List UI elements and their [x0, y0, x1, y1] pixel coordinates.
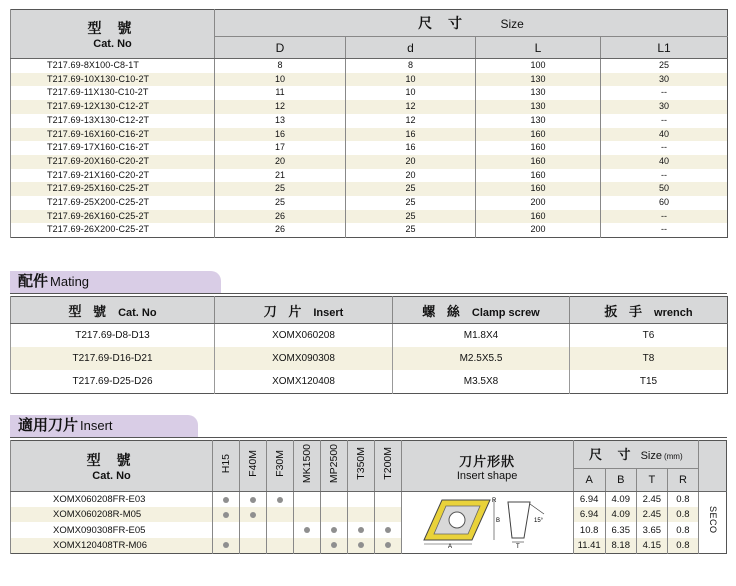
grade-cell	[293, 522, 320, 537]
grade-cell	[239, 522, 266, 537]
dim-cell: 6.94	[573, 507, 605, 522]
mating-cell: T217.69-D25-D26	[11, 370, 215, 394]
grade-label: H15	[220, 453, 233, 474]
grade-cell	[239, 538, 266, 554]
size-cell: 16	[346, 128, 476, 142]
grade-header	[293, 441, 320, 492]
mating-col-header-en: wrench	[654, 306, 693, 319]
mating-col-header-cn: 螺 絲	[422, 303, 464, 319]
grade-cell	[374, 507, 401, 522]
grade-available-dot	[331, 527, 337, 533]
size-cell: 40	[601, 155, 728, 169]
grade-cell	[213, 538, 240, 554]
grade-cell	[213, 492, 240, 508]
size-cell: 25	[346, 182, 476, 196]
mating-col-header	[11, 297, 215, 324]
size-cell: 12	[346, 100, 476, 114]
cat-no-header	[11, 10, 215, 59]
drawing-label-a: A	[448, 544, 453, 548]
insert-cat-header-en: Cat. No	[92, 470, 131, 482]
insert-title-cn: 適用刀片	[18, 417, 79, 434]
size-cell: 30	[601, 100, 728, 114]
size-cell: 25	[601, 59, 728, 73]
mating-cell: XOMX120408	[215, 370, 393, 394]
insert-side-view	[508, 502, 544, 548]
table-row	[11, 507, 727, 522]
grade-available-dot	[358, 542, 364, 548]
size-header-en: Size	[500, 17, 524, 31]
insert-cat-cell: XOMX120408TR-M06	[11, 538, 213, 554]
mating-cell: XOMX090308	[215, 347, 393, 370]
table-row	[11, 59, 728, 73]
dim-cell: 2.45	[636, 507, 667, 522]
insert-shape-header	[401, 441, 573, 492]
drawing-label-angle: 15°	[534, 518, 544, 524]
size-cell: 13	[215, 114, 346, 128]
size-cell: 8	[346, 59, 476, 73]
table-row	[11, 128, 728, 142]
grade-cell	[347, 507, 374, 522]
size-cell: 25	[215, 182, 346, 196]
dim-label: T	[648, 473, 656, 486]
mating-tab	[10, 271, 221, 293]
table-row	[11, 169, 728, 183]
cat-no-header-en: Cat. No	[93, 38, 132, 50]
size-cell: 130	[476, 86, 601, 100]
grade-cell	[320, 538, 347, 554]
grade-available-dot	[385, 527, 391, 533]
cat-no-cell: T217.69-16X160-C16-2T	[11, 128, 215, 142]
size-cell: 20	[346, 155, 476, 169]
dim-cell: 3.65	[636, 522, 667, 537]
grade-available-dot	[277, 497, 283, 503]
insert-shape-header-cn: 刀片形狀	[459, 453, 516, 469]
mating-title-cn: 配件	[18, 273, 49, 290]
size-cell: 16	[346, 141, 476, 155]
size-cell: 130	[476, 114, 601, 128]
table-row	[11, 155, 728, 169]
grade-cell	[320, 507, 347, 522]
table-row	[11, 141, 728, 155]
insert-cat-cell: XOMX090308FR-E05	[11, 522, 213, 537]
grade-cell	[347, 522, 374, 537]
mating-col-header	[215, 297, 393, 324]
insert-title-en: Insert	[80, 418, 113, 433]
table-row	[11, 492, 727, 508]
size-col-label: L1	[657, 40, 671, 55]
grade-cell	[374, 522, 401, 537]
size-col-label: D	[275, 40, 285, 55]
dim-cell: 6.94	[573, 492, 605, 508]
cat-no-cell: T217.69-25X160-C25-2T	[11, 182, 215, 196]
grade-available-dot	[250, 512, 256, 518]
grade-label: MP2500	[327, 443, 340, 484]
mating-divider	[10, 293, 727, 294]
size-col-header-l	[476, 37, 601, 59]
mating-title-en: Mating	[50, 274, 90, 289]
size-cell: 17	[215, 141, 346, 155]
dim-cell: 0.8	[667, 522, 698, 537]
size-col-label: d	[407, 40, 414, 55]
size-cell: 160	[476, 128, 601, 142]
size-col-header-l1	[601, 37, 728, 59]
mating-cell: T8	[570, 347, 728, 370]
size-cell: 60	[601, 196, 728, 210]
grade-cell	[239, 507, 266, 522]
grade-label: T200M	[381, 447, 394, 480]
dim-cell: 0.8	[667, 507, 698, 522]
table-row	[11, 86, 728, 100]
mating-cell: XOMX060208	[215, 324, 393, 348]
grade-available-dot	[304, 527, 310, 533]
cat-no-cell: T217.69-8X100-C8-1T	[11, 59, 215, 73]
dim-header	[573, 468, 605, 491]
mating-col-header-en: Clamp screw	[471, 306, 540, 319]
table-row	[11, 538, 727, 554]
cat-no-cell: T217.69-25X200-C25-2T	[11, 196, 215, 210]
drawing-label-t: T	[516, 544, 520, 548]
cat-no-cell: T217.69-21X160-C20-2T	[11, 169, 215, 183]
cat-no-header-cn: 型 號	[87, 20, 138, 36]
size-cell: 200	[476, 196, 601, 210]
grade-cell	[213, 507, 240, 522]
cat-no-cell: T217.69-12X130-C12-2T	[11, 100, 215, 114]
grade-available-dot	[331, 542, 337, 548]
mating-col-header-cn: 型 號	[68, 303, 111, 319]
grade-label: F40M	[246, 450, 259, 477]
mating-col-header-cn: 刀 片	[263, 303, 306, 319]
dim-cell: 8.18	[605, 538, 636, 554]
mating-col-header	[393, 297, 570, 324]
mating-cell: T217.69-D8-D13	[11, 324, 215, 348]
table-row	[11, 182, 728, 196]
cat-no-cell: T217.69-13X130-C12-2T	[11, 114, 215, 128]
dim-label: A	[585, 473, 593, 486]
size-cell: --	[601, 141, 728, 155]
size-cell: 160	[476, 141, 601, 155]
table-row	[11, 73, 728, 87]
cat-no-cell: T217.69-20X160-C20-2T	[11, 155, 215, 169]
grade-available-dot	[223, 497, 229, 503]
grade-header	[239, 441, 266, 492]
table-row	[11, 100, 728, 114]
size-cell: 25	[346, 210, 476, 224]
size-cell: --	[601, 169, 728, 183]
insert-tab	[10, 415, 198, 437]
cat-no-cell: T217.69-26X200-C25-2T	[11, 223, 215, 237]
grade-available-dot	[250, 497, 256, 503]
grade-cell	[266, 522, 293, 537]
grade-cell	[320, 492, 347, 508]
mating-cell: T6	[570, 324, 728, 348]
mating-col-header-en: Cat. No	[118, 306, 157, 319]
size-cell: 160	[476, 210, 601, 224]
grade-header	[266, 441, 293, 492]
insert-cat-cell: XOMX060208FR-E03	[11, 492, 213, 508]
dim-header	[667, 468, 698, 491]
size-cell: 25	[215, 196, 346, 210]
dim-cell: 6.35	[605, 522, 636, 537]
dim-label: B	[617, 473, 625, 486]
size-table	[10, 9, 728, 238]
mating-cell: M2.5X5.5	[393, 347, 570, 370]
table-row	[11, 522, 727, 537]
dim-cell: 0.8	[667, 492, 698, 508]
insert-cat-cell: XOMX060208R-M05	[11, 507, 213, 522]
grade-header	[347, 441, 374, 492]
size-cell: 25	[346, 196, 476, 210]
insert-shape-cell	[401, 492, 573, 554]
cat-no-cell: T217.69-11X130-C10-2T	[11, 86, 215, 100]
mating-table	[10, 296, 728, 394]
mating-cell: M3.5X8	[393, 370, 570, 394]
mating-col-header-en: Insert	[313, 306, 344, 319]
size-cell: 50	[601, 182, 728, 196]
grade-label: F30M	[273, 450, 286, 477]
size-cell: 12	[346, 114, 476, 128]
table-row	[11, 196, 728, 210]
grade-header	[374, 441, 401, 492]
dim-label: R	[678, 473, 687, 486]
size-cell: 40	[601, 128, 728, 142]
drawing-label-r: R	[492, 498, 497, 504]
grade-cell	[293, 492, 320, 508]
insert-table	[10, 440, 727, 554]
grade-cell	[293, 538, 320, 554]
insert-cat-header	[11, 441, 213, 492]
insert-top-view	[424, 498, 500, 548]
size-cell: --	[601, 114, 728, 128]
dim-cell: 2.45	[636, 492, 667, 508]
insert-drawing	[412, 492, 562, 548]
table-row	[11, 370, 728, 394]
size-cell: --	[601, 86, 728, 100]
grade-cell	[374, 538, 401, 554]
dim-cell: 4.15	[636, 538, 667, 554]
size-cell: 25	[346, 223, 476, 237]
brand-label: SECO	[707, 506, 718, 534]
grade-available-dot	[223, 542, 229, 548]
size-cell: 160	[476, 169, 601, 183]
mating-col-header-cn: 扳 手	[604, 303, 647, 319]
cat-no-cell: T217.69-26X160-C25-2T	[11, 210, 215, 224]
size-cell: 20	[346, 169, 476, 183]
insert-size-header-cn: 尺 寸	[588, 447, 637, 463]
grade-cell	[266, 538, 293, 554]
grade-cell	[266, 492, 293, 508]
grade-cell	[293, 507, 320, 522]
insert-size-header-en: Size	[640, 450, 662, 463]
insert-divider	[10, 437, 727, 438]
grade-cell	[320, 522, 347, 537]
grade-cell	[213, 522, 240, 537]
size-cell: 16	[215, 128, 346, 142]
size-cell: 12	[215, 100, 346, 114]
size-cell: 30	[601, 73, 728, 87]
size-cell: 100	[476, 59, 601, 73]
grade-label: MK1500	[300, 443, 313, 484]
grade-label: T350M	[354, 447, 367, 480]
insert-cat-header-cn: 型 號	[86, 452, 137, 468]
dim-cell: 4.09	[605, 492, 636, 508]
grade-cell	[374, 492, 401, 508]
size-cell: --	[601, 210, 728, 224]
table-row	[11, 324, 728, 348]
size-cell: 160	[476, 155, 601, 169]
brand-header	[698, 441, 726, 492]
mating-cell: M1.8X4	[393, 324, 570, 348]
size-col-label: L	[534, 40, 542, 55]
size-cell: 8	[215, 59, 346, 73]
size-cell: 160	[476, 182, 601, 196]
size-cell: --	[601, 223, 728, 237]
mating-col-header	[570, 297, 728, 324]
size-col-header-d	[215, 37, 346, 59]
size-cell: 10	[346, 86, 476, 100]
grade-cell	[347, 492, 374, 508]
dim-header	[605, 468, 636, 491]
grade-cell	[239, 492, 266, 508]
size-cell: 10	[215, 73, 346, 87]
dim-cell: 11.41	[573, 538, 605, 554]
table-row	[11, 223, 728, 237]
insert-size-unit: (mm)	[663, 452, 683, 462]
brand-cell	[698, 492, 726, 554]
size-cell: 20	[215, 155, 346, 169]
size-cell: 10	[346, 73, 476, 87]
grade-available-dot	[385, 542, 391, 548]
dim-cell: 10.8	[573, 522, 605, 537]
cat-no-cell: T217.69-17X160-C16-2T	[11, 141, 215, 155]
grade-cell	[266, 507, 293, 522]
grade-available-dot	[223, 512, 229, 518]
size-cell: 21	[215, 169, 346, 183]
grade-available-dot	[358, 527, 364, 533]
dim-header	[636, 468, 667, 491]
dim-cell: 0.8	[667, 538, 698, 554]
size-col-header-d	[346, 37, 476, 59]
size-cell: 26	[215, 210, 346, 224]
grade-header	[213, 441, 240, 492]
insert-shape-header-en: Insert shape	[456, 469, 518, 482]
drawing-label-b: B	[496, 518, 501, 524]
insert-size-header	[573, 441, 698, 469]
size-cell: 11	[215, 86, 346, 100]
mating-cell: T217.69-D16-D21	[11, 347, 215, 370]
size-cell: 26	[215, 223, 346, 237]
mating-cell: T15	[570, 370, 728, 394]
grade-cell	[347, 538, 374, 554]
size-header	[215, 10, 728, 37]
table-row	[11, 114, 728, 128]
table-row	[11, 347, 728, 370]
size-cell: 130	[476, 100, 601, 114]
table-row	[11, 210, 728, 224]
size-header-cn: 尺 寸	[418, 15, 469, 31]
grade-header	[320, 441, 347, 492]
size-cell: 130	[476, 73, 601, 87]
size-cell: 200	[476, 223, 601, 237]
dim-cell: 4.09	[605, 507, 636, 522]
cat-no-cell: T217.69-10X130-C10-2T	[11, 73, 215, 87]
